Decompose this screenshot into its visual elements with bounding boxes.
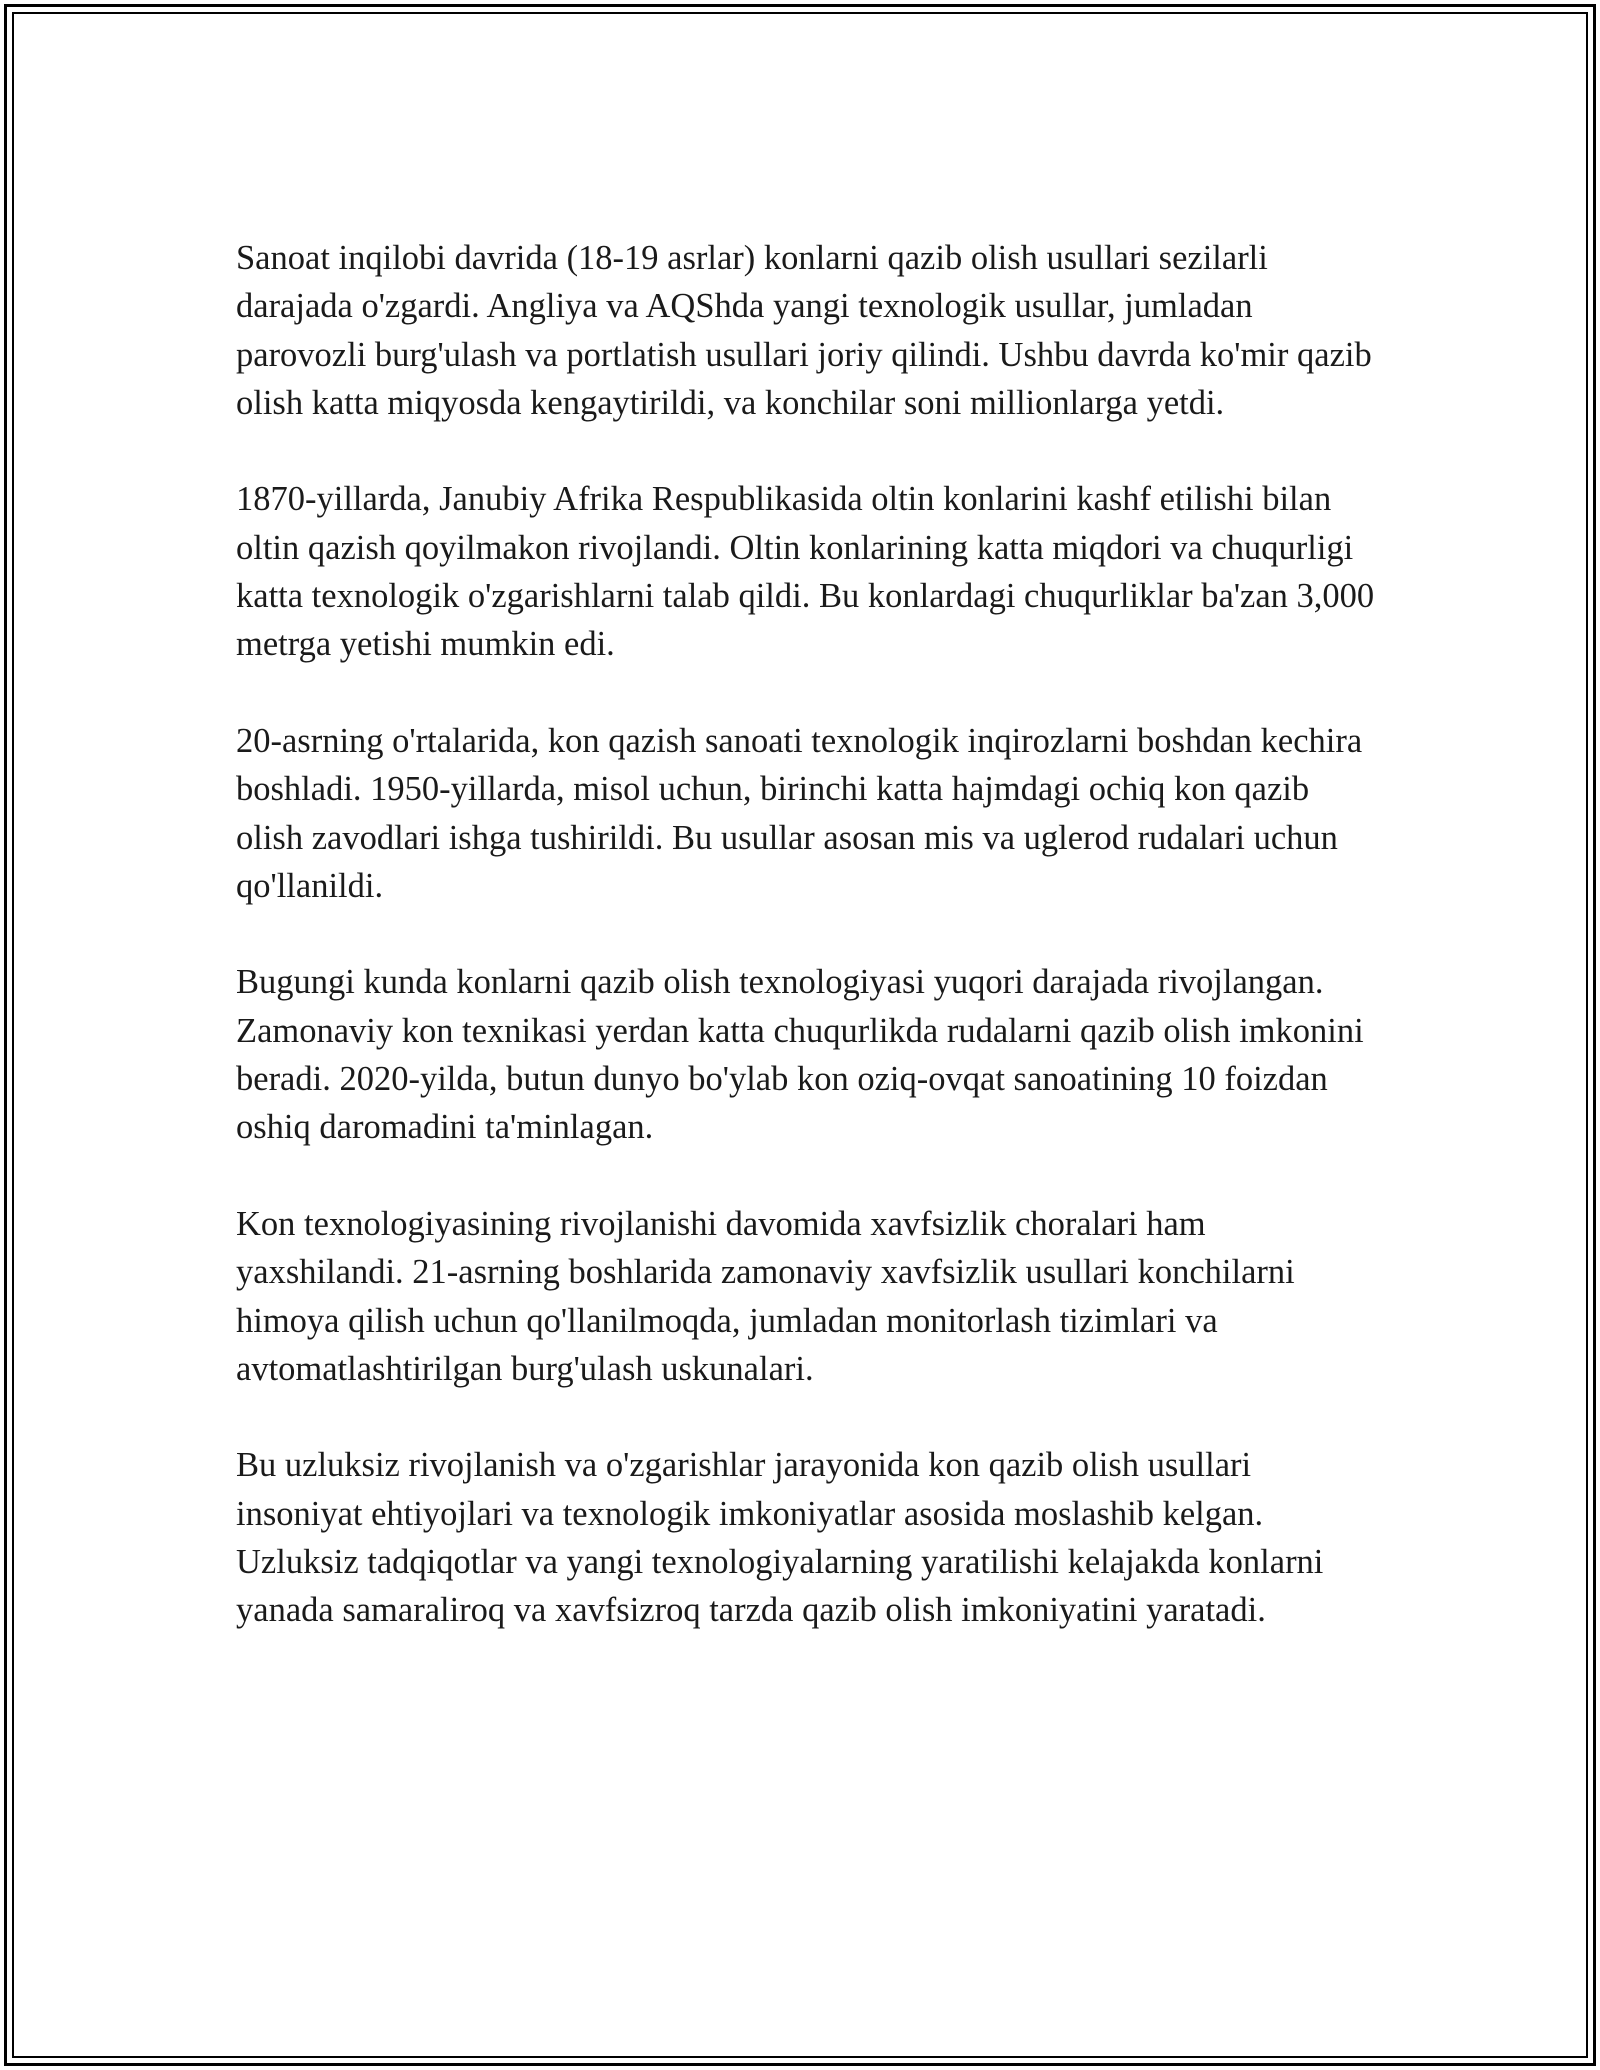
paragraph-modern-technology: Bugungi kunda konlarni qazib olish texnologiyasi yuqori darajada rivojlangan. Zamonaviy kon texnikasi yerdan katta chuqurlikda rudalarni qazib olish imkonini beradi. 2020-yilda, butun dunyo bo'ylab kon oziq-ovqat sanoatining 10 foizdan oshiq daromadini ta'minlagan.: [236, 963, 1364, 1147]
paragraph-conclusion: Bu uzluksiz rivojlanish va o'zgarishlar jarayonida kon qazib olish usullari insoniyat ehtiyojlari va texnologik imkoniyatlar asosida moslashib kelgan. Uzluksiz tadqiqotlar va yangi texnologiyalarning yaratilishi kelajakda konlarni yanada samaraliroq va xavfsizroq tarzda qazib olish imkoniyatini yaratadi.: [236, 1446, 1324, 1630]
paragraph-south-africa-gold: 1870-yillarda, Janubiy Afrika Respublikasida oltin konlarini kashf etilishi bilan oltin qazish qoyilmakon rivojlandi. Oltin konlarining katta miqdori va chuqurligi katta texnologik o'zgarishlarni talab qildi. Bu konlardagi chuqurliklar ba'zan 3,000 metrga yetishi mumkin edi.: [236, 480, 1375, 664]
paragraph-20th-century: 20-asrning o'rtalarida, kon qazish sanoati texnologik inqirozlarni boshdan kechira boshladi. 1950-yillarda, misol uchun, birinchi katta hajmdagi ochiq kon qazib olish zavodlari ishga tushirildi. Bu usullar asosan mis va uglerod rudalari uchun qo'llanildi.: [236, 721, 1363, 905]
document-body: [236, 234, 1376, 1683]
paragraph-industrial-revolution: Sanoat inqilobi davrida (18-19 asrlar) konlarni qazib olish usullari sezilarli darajada o'zgardi. Angliya va AQShda yangi texnologik usullar, jumladan parovozli burg'ulash va portlatish usullari joriy qilindi. Ushbu davrda ko'mir qazib olish katta miqyosda kengaytirildi, va konchilar soni millionlarga yetdi.: [236, 239, 1372, 422]
paragraph-safety-measures: Kon texnologiyasining rivojlanishi davomida xavfsizlik choralari ham yaxshilandi. 21-asrning boshlarida zamonaviy xavfsizlik usullari konchilarni himoya qilish uchun qo'llanilmoqda, jumladan monitorlash tizimlari va avtomatlashtirilgan burg'ulash uskunalari.: [236, 1204, 1295, 1388]
